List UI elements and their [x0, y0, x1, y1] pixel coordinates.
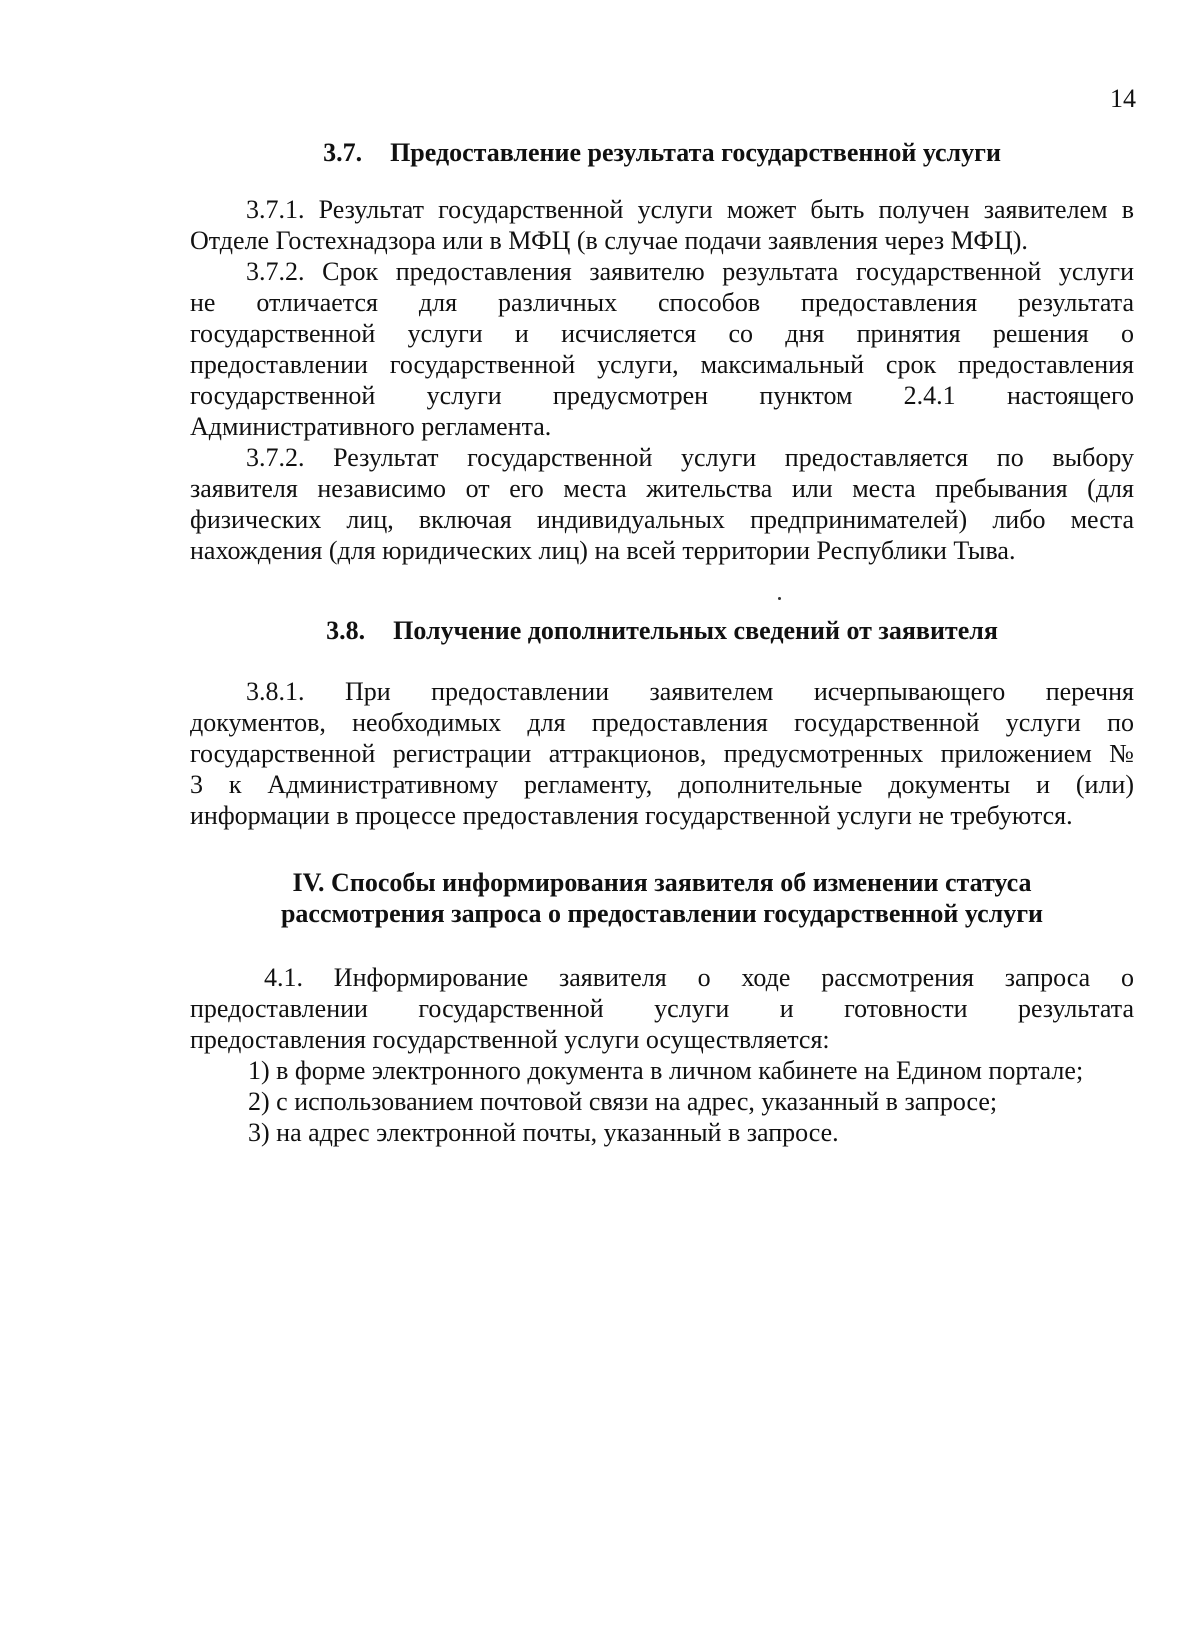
paragraph-line: 4.1. Информирование заявителя о ходе рассмотрения запроса о: [264, 963, 1134, 992]
section-3-8-title: Получение дополнительных сведений от заявителя: [393, 616, 998, 645]
paragraph-line: государственной услуги и исчисляется со дня принятия решения о: [190, 319, 1134, 348]
section-3-7-number: 3.7.: [323, 138, 363, 167]
paragraph-line: 3.7.2. Результат государственной услуги предоставляется по выбору: [246, 443, 1134, 472]
paragraph-line: государственной услуги предусмотрен пунктом 2.4.1 настоящего: [190, 381, 1134, 410]
paragraph-line: 3.7.1. Результат государственной услуги может быть получен заявителем в: [246, 195, 1134, 224]
paragraph-line: 3.8.1. При предоставлении заявителем исчерпывающего перечня: [246, 677, 1134, 706]
paragraph-line: информации в процессе предоставления государственной услуги не требуются.: [190, 801, 1073, 830]
list-item: 1) в форме электронного документа в личном кабинете на Едином портале;: [248, 1056, 1084, 1085]
paragraph-line: предоставлении государственной услуги, максимальный срок предоставления: [190, 350, 1134, 379]
list-item: 2) с использованием почтовой связи на адрес, указанный в запросе;: [248, 1087, 998, 1116]
list-item: 3) на адрес электронной почты, указанный в запросе.: [248, 1118, 839, 1147]
scan-speck: [778, 597, 781, 600]
paragraph-line: 3 к Административному регламенту, дополнительные документы и (или): [190, 770, 1134, 799]
page-number: 14: [1110, 84, 1136, 113]
section-3-8-heading: [190, 616, 1134, 646]
paragraph-line: физических лиц, включая индивидуальных предпринимателей) либо места: [190, 505, 1134, 534]
paragraph-line: предоставления государственной услуги осуществляется:: [190, 1025, 830, 1054]
paragraph-line: Отделе Гостехнадзора или в МФЦ (в случае подачи заявления через МФЦ).: [190, 226, 1028, 255]
paragraph-line: предоставлении государственной услуги и готовности результата: [190, 994, 1134, 1023]
paragraph-line: не отличается для различных способов предоставления результата: [190, 288, 1134, 317]
paragraph-line: государственной регистрации аттракционов, предусмотренных приложением №: [190, 739, 1134, 768]
paragraph-line: заявителя независимо от его места жительства или места пребывания (для: [190, 474, 1134, 503]
paragraph-line: 3.7.2. Срок предоставления заявителю результата государственной услуги: [246, 257, 1134, 286]
section-3-7-heading: [190, 138, 1134, 168]
paragraph-line: нахождения (для юридических лиц) на всей территории Республики Тыва.: [190, 536, 1016, 565]
section-4-heading-line-2: рассмотрения запроса о предоставлении государственной услуги: [280, 899, 1044, 928]
section-4-heading-line-1: IV. Способы информирования заявителя об изменении статуса: [292, 868, 1032, 897]
paragraph-line: Административного регламента.: [190, 412, 552, 441]
section-3-7-title: Предоставление результата государственной услуги: [390, 138, 1001, 167]
paragraph-line: документов, необходимых для предоставления государственной услуги по: [190, 708, 1134, 737]
section-3-8-number: 3.8.: [326, 616, 366, 645]
